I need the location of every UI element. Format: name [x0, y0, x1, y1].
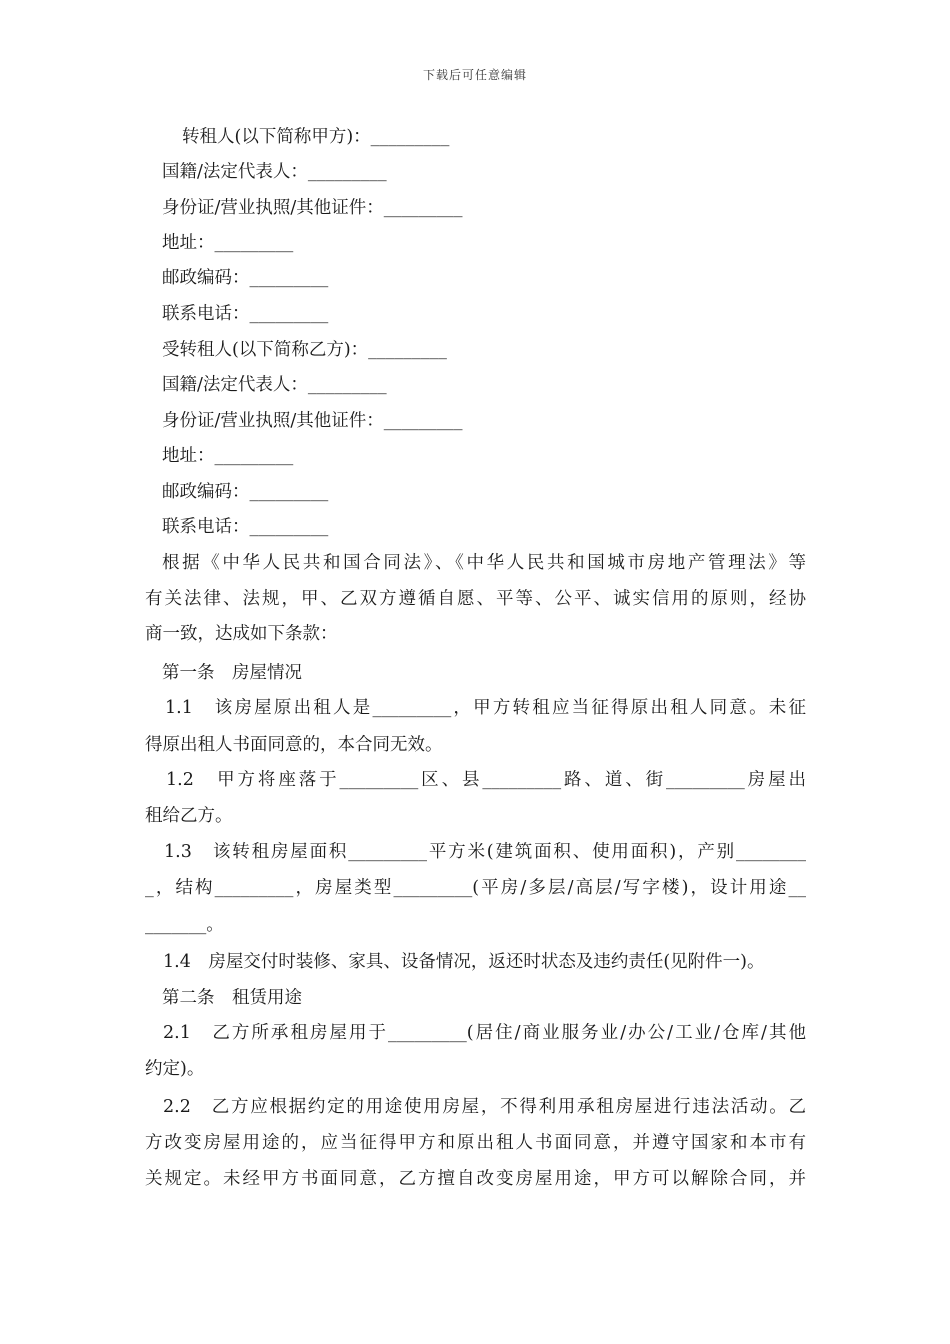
clause-1-1-line: 得原出租人书面同意的，本合同无效。	[145, 735, 443, 755]
lessee-postcode-line: 邮政编码：_________	[162, 482, 329, 502]
lessee-id-line: 身份证/营业执照/其他证件：_________	[162, 411, 463, 431]
clause-2-2-line: 方改变房屋用途的，应当征得甲方和原出租人书面同意，并遵守国家和本市有	[145, 1133, 806, 1153]
clause-1-4-line: 1.4 房屋交付时装修、家具、设备情况，返还时状态及违约责任(见附件一)。	[163, 952, 765, 972]
clause-1-3-line: _，结构_________，房屋类型_________(平房/多层/高层/写字楼)，设计用途__	[145, 878, 806, 898]
preamble-line: 商一致，达成如下条款：	[145, 624, 338, 644]
page-header-note: 下载后可任意编辑	[422, 68, 527, 82]
preamble-line: 有关法律、法规，甲、乙双方遵循自愿、平等、公平、诚实信用的原则，经协	[145, 589, 806, 609]
article-2-heading: 第二条 租赁用途	[162, 988, 302, 1008]
lessor-nationality-line: 国籍/法定代表人：_________	[162, 162, 387, 182]
lessor-address-line: 地址：_________	[162, 233, 294, 253]
clause-2-2-line: 关规定。未经甲方书面同意，乙方擅自改变房屋用途，甲方可以解除合同，并	[145, 1169, 806, 1189]
clause-2-2-line: 2.2 乙方应根据约定的用途使用房屋，不得利用承租房屋进行违法活动。乙	[163, 1097, 806, 1117]
clause-1-2-line: 1.2 甲方将座落于_________区、县_________路、道、街_________房屋出	[166, 770, 806, 790]
lessee-name-line: 受转租人(以下简称乙方)：_________	[162, 340, 447, 360]
lessor-phone-line: 联系电话：_________	[162, 304, 329, 324]
lessor-id-line: 身份证/营业执照/其他证件：_________	[162, 198, 463, 218]
clause-1-3-line: _______。	[145, 915, 224, 935]
lessee-address-line: 地址：_________	[162, 446, 294, 466]
lessee-nationality-line: 国籍/法定代表人：_________	[162, 375, 387, 395]
clause-2-1-line: 2.1 乙方所承租房屋用于_________(居住/商业服务业/办公/工业/仓库/其他	[163, 1023, 806, 1043]
clause-1-2-line: 租给乙方。	[145, 806, 233, 826]
preamble-line: 根据《中华人民共和国合同法》、《中华人民共和国城市房地产管理法》等	[162, 553, 806, 573]
lessee-phone-line: 联系电话：_________	[162, 517, 329, 537]
lessor-postcode-line: 邮政编码：_________	[162, 268, 329, 288]
lessor-name-line: 转租人(以下简称甲方)：_________	[182, 127, 450, 147]
article-1-heading: 第一条 房屋情况	[162, 663, 302, 683]
clause-2-1-line: 约定)。	[145, 1059, 205, 1079]
clause-1-1-line: 1.1 该房屋原出租人是_________，甲方转租应当征得原出租人同意。未征	[165, 698, 806, 718]
clause-1-3-line: 1.3 该转租房屋面积_________平方米(建筑面积、使用面积)，产别________	[164, 842, 806, 862]
